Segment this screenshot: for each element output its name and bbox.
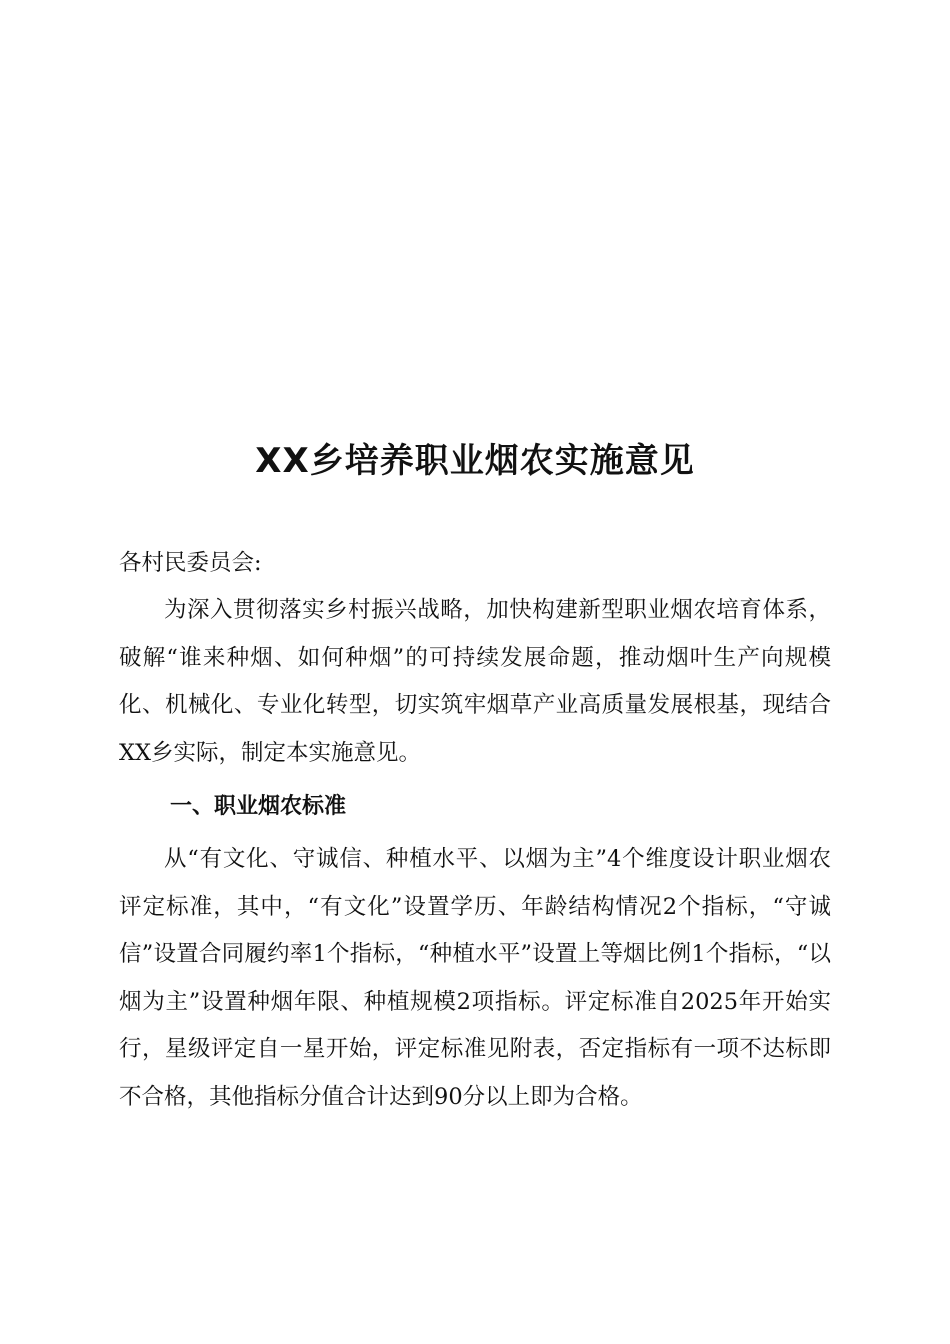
salutation: 各村民委员会: — [119, 550, 262, 576]
section-heading: 一、职业烟农标准 — [170, 794, 347, 819]
document-title: XX乡培养职业烟农实施意见 — [255, 441, 695, 481]
intro-paragraph: 为深入贯彻落实乡村振兴战略，加快构建新型职业烟农培育体系，破解“谁来种烟、如何种烟”的可持续发展命题，推动烟叶生产向规模化、机械化、专业化转型，切实筑牢烟草产业高质量发展根基，现结合XX乡实际，制定本实施意见。 — [119, 597, 831, 766]
standards-paragraph: 从“有文化、守诚信、种植水平、以烟为主”4个维度设计职业烟农评定标准，其中，“有文化”设置学历、年龄结构情况2个指标，“守诚信”设置合同履约率1个指标，“种植水平”设置上等烟比例1个指标，“以烟为主”设置种烟年限、种植规模2项指标。评定标准自2025年开始实行，星级评定自一星开始，评定标准见附表，否定指标有一项不达标即不合格，其他指标分值合计达到90分以上即为合格。 — [119, 846, 831, 1110]
